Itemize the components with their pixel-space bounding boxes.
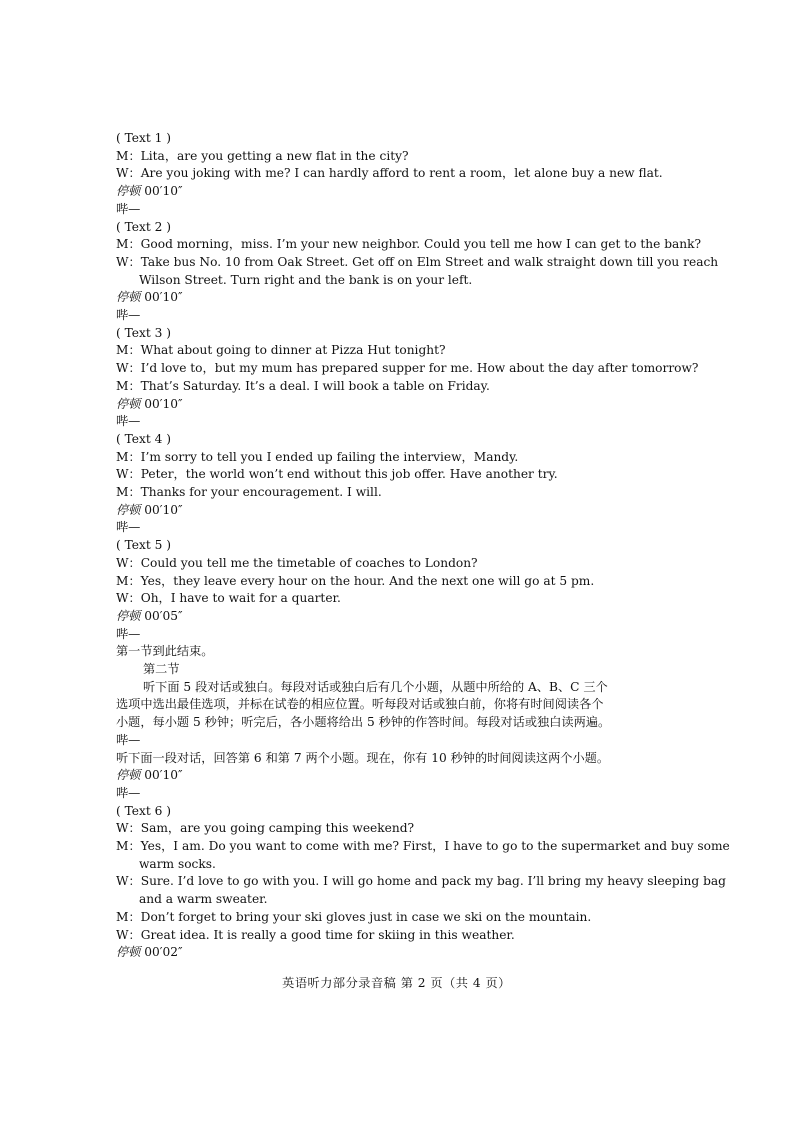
transcript-line: 听下面一段对话，回答第 6 和第 7 两个小题。现在，你有 10 秒钟的时间阅读这两个小题。 xyxy=(116,750,610,765)
pause-marker xyxy=(116,183,183,199)
transcript-line: M：Good morning，miss. I’m your new neighbor. Could you tell me how I can get to the bank? xyxy=(116,237,702,252)
transcript-line: 小题，每小题 5 秒钟；听完后，各小题将给出 5 秒钟的作答时间。每段对话或独白读两遍。 xyxy=(116,715,611,730)
transcript-line: 第一节到此结束。 xyxy=(116,644,214,659)
transcript-line: M：I’m sorry to tell you I ended up failing the interview，Mandy. xyxy=(116,449,519,464)
transcript-line: 听下面 5 段对话或独白。每段对话或独白后有几个小题，从题中所给的 A、B、C 三个 xyxy=(143,679,608,694)
pause-marker xyxy=(116,608,183,624)
transcript-line: W：Peter，the world won’t end without this job offer. Have another try. xyxy=(116,467,558,482)
transcript-line: M：Yes，they leave every hour on the hour. And the next one will go at 5 pm. xyxy=(116,573,595,588)
transcript-line: M：Thanks for your encouragement. I will. xyxy=(116,485,382,499)
pause-marker xyxy=(116,502,183,518)
transcript-line: W：Are you joking with me? I can hardly afford to rent a room，let alone buy a new flat. xyxy=(116,166,663,181)
transcript-line: M：What about going to dinner at Pizza Hut tonight? xyxy=(116,343,446,358)
transcript-line: 选项中选出最佳选项，并标在试卷的相应位置。听每段对话或独白前，你将有时间阅读各个 xyxy=(116,697,604,712)
transcript-line: ( Text 4 ) xyxy=(116,431,172,446)
pause-marker xyxy=(116,944,183,960)
transcript-line: M：Yes，I am. Do you want to come with me? First，I have to go to the supermarket and buy some xyxy=(116,839,730,853)
pause-label: 停顿 xyxy=(116,945,141,960)
transcript-line: W：Take bus No. 10 from Oak Street. Get off on Elm Street and walk straight down till you reach xyxy=(116,254,719,269)
transcript-line: W：Sam，are you going camping this weekend? xyxy=(116,821,415,836)
transcript-line: 哔— xyxy=(116,785,141,800)
transcript-line: ( Text 5 ) xyxy=(116,538,172,553)
transcript-line: 哔— xyxy=(116,414,141,429)
pause-time: 00′10″ xyxy=(144,396,183,411)
pause-label: 停顿 xyxy=(116,768,141,783)
pause-time: 00′10″ xyxy=(144,768,183,783)
transcript-line: M：Don’t forget to bring your ski gloves just in case we ski on the mountain. xyxy=(116,909,592,924)
pause-marker xyxy=(116,396,183,412)
transcript-line: Wilson Street. Turn right and the bank is on your left. xyxy=(139,272,473,287)
pause-time: 00′10″ xyxy=(144,184,183,199)
page-footer: 英语听力部分录音稿 第 2 页（共 4 页） xyxy=(282,976,511,990)
transcript-line: 第二节 xyxy=(143,662,180,676)
pause-label: 停顿 xyxy=(116,290,141,305)
transcript-line: W：Oh，I have to wait for a quarter. xyxy=(116,591,341,606)
pause-time: 00′10″ xyxy=(144,502,183,517)
pause-label: 停顿 xyxy=(116,502,141,517)
transcript-line: M：Lita，are you getting a new flat in the city? xyxy=(116,148,409,163)
transcript-line: W：Great idea. It is really a good time for skiing in this weather. xyxy=(116,927,515,942)
pause-time: 00′02″ xyxy=(144,945,183,960)
transcript-line: ( Text 6 ) xyxy=(116,803,172,818)
transcript-line: M：That’s Saturday. It’s a deal. I will book a table on Friday. xyxy=(116,378,490,393)
pause-marker xyxy=(116,767,183,783)
transcript-line: ( Text 1 ) xyxy=(116,131,172,145)
transcript-line: 哔— xyxy=(116,520,141,535)
transcript-line: warm socks. xyxy=(139,856,216,871)
transcript-line: W：Sure. I’d love to go with you. I will go home and pack my bag. I’ll bring my heavy sleeping bag xyxy=(116,874,726,889)
transcript-line: W：Could you tell me the timetable of coaches to London? xyxy=(116,555,478,570)
pause-time: 00′10″ xyxy=(144,290,183,305)
transcript-line: 哔— xyxy=(116,732,141,747)
pause-label: 停顿 xyxy=(116,396,141,411)
transcript-line: ( Text 3 ) xyxy=(116,325,172,340)
transcript-line: 哔— xyxy=(116,626,141,641)
pause-marker xyxy=(116,289,183,305)
transcript-line: and a warm sweater. xyxy=(139,892,268,907)
transcript-line: ( Text 2 ) xyxy=(116,219,172,234)
pause-label: 停顿 xyxy=(116,184,141,199)
transcript-line: 哔— xyxy=(116,201,141,216)
pause-time: 00′05″ xyxy=(144,608,183,623)
transcript-line: 哔— xyxy=(116,308,141,322)
pause-label: 停顿 xyxy=(116,608,141,623)
transcript-line: W：I’d love to，but my mum has prepared supper for me. How about the day after tomorrow? xyxy=(116,361,699,376)
